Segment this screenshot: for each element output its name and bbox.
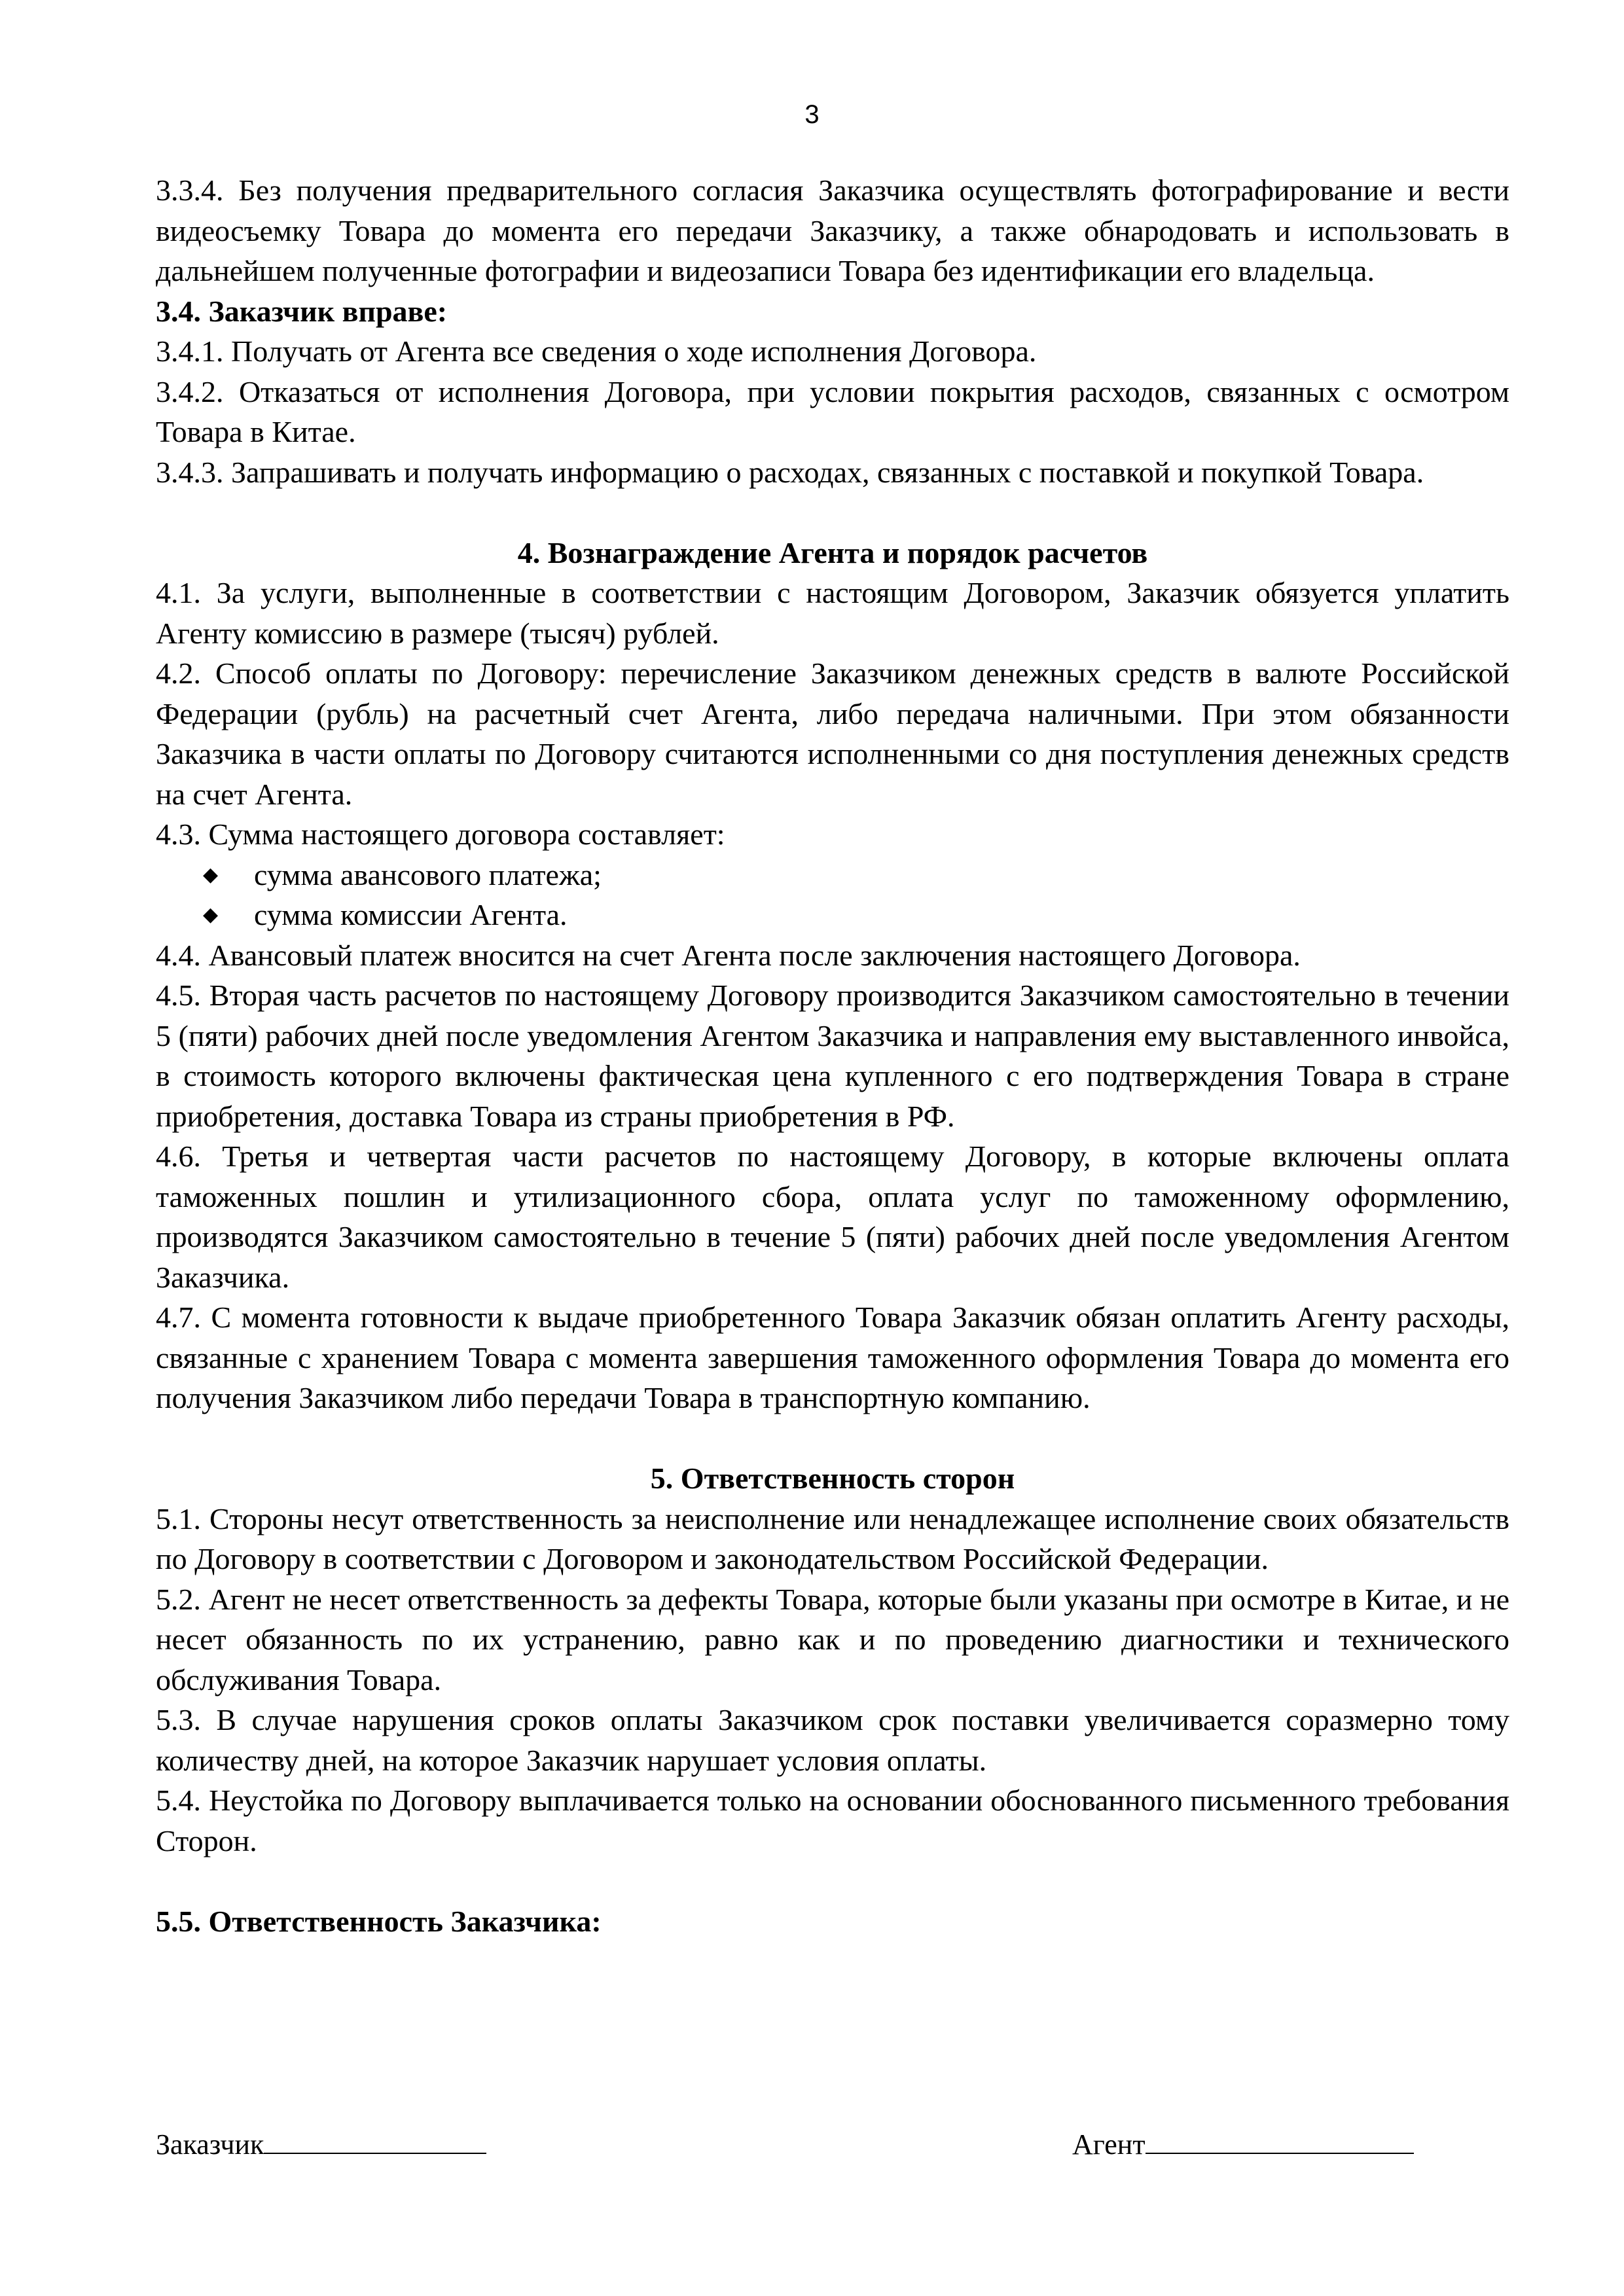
agent-signature-label: Агент [1072,2128,1146,2161]
clause-4-6: 4.6. Третья и четвертая части расчетов по настоящему Договору, в которые включены оплата таможенных пошлин и утилизационного сбора, оплата услуг по таможенному оформлению, производятся Заказчиком самостоятельно в течение 5 (пяти) рабочих дней после уведомления Агентом Заказчика. [156,1139,1509,1294]
bullet-item-text: сумма авансового платежа; [254,857,602,891]
clause-3-3-4: 3.3.4. Без получения предварительного согласия Заказчика осуществлять фотографирование и вести видеосъемку Товара до момента его передачи Заказчику, а также обнародовать и использовать в дальнейшем полученные фотографии и видеозаписи Товара без идентификации его владельца. [156,173,1509,287]
spacer [156,1861,1509,1901]
clause-3-4-2: 3.4.2. Отказаться от исполнения Договора, при условии покрытия расходов, связанных с осмотром Товара в Китае. [156,374,1509,448]
section-4-title: 4. Вознаграждение Агента и порядок расчетов [517,535,1148,569]
clause-5-4: 5.4. Неустойка по Договору выплачивается только на основании обоснованного письменного требования Сторон. [156,1784,1509,1857]
clause-3-4-heading: 3.4. Заказчик вправе: [156,294,448,328]
clause-4-5: 4.5. Вторая часть расчетов по настоящему Договору производится Заказчиком самостоятельно в течении 5 (пяти) рабочих дней после уведомления Агентом Заказчика и направления ему выставленного инвойса, в стоимость которого включены фактическая цена купленного с его подтверждения Товара в стране приобретения, доставка Товара из страны приобретения в РФ. [156,978,1509,1133]
clause-4-4: 4.4. Авансовый платеж вносится на счет Агента после заключения настоящего Договора. [156,938,1301,972]
bullet-item-commission [156,895,1509,935]
clause-3-4-1: 3.4.1. Получать от Агента все сведения о ходе исполнения Договора. [156,334,1037,368]
clause-4-7: 4.7. С момента готовности к выдаче приобретенного Товара Заказчик обязан оплатить Агенту расходы, связанные с хранением Товара с момента завершения таможенного оформления Товара до момента его получения Заказчиком либо передачи Товара в транспортную компанию. [156,1300,1509,1414]
customer-signature-line [264,2124,486,2154]
clause-5-1: 5.1. Стороны несут ответственность за неисполнение или ненадлежащее исполнение своих обязательств по Договору в соответствии с Договором и законодательством Российской Федерации. [156,1501,1509,1575]
clause-4-1: 4.1. За услуги, выполненные в соответствии с настоящим Договором, Заказчик обязуется уплатить Агенту комиссию в размере (тысяч) рублей. [156,576,1509,650]
spacer [156,1418,1509,1459]
bullet-item-text: сумма комиссии Агента. [254,898,568,931]
agent-signature [1072,2124,1414,2164]
customer-signature [156,2124,486,2164]
clause-4-3: 4.3. Сумма настоящего договора составляет: [156,817,725,851]
diamond-bullet-icon: ◆ [203,904,219,925]
page-number: 3 [804,100,820,129]
bullet-item-advance [156,855,1509,895]
spacer [156,492,1509,533]
clause-3-4-3: 3.4.3. Запрашивать и получать информацию о расходах, связанных с поставкой и покупкой Товара. [156,455,1424,489]
section-5-title: 5. Ответственность сторон [650,1462,1015,1495]
agent-signature-line [1146,2124,1414,2154]
diamond-bullet-icon: ◆ [203,863,219,886]
clause-4-2: 4.2. Способ оплаты по Договору: перечисление Заказчиком денежных средств в валюте Российской Федерации (рубль) на расчетный счет Агента, либо передача наличными. При этом обязанности Заказчика в части оплаты по Договору считаются исполненными со дня поступления денежных средств на счет Агента. [156,656,1509,811]
clause-5-3: 5.3. В случае нарушения сроков оплаты Заказчиком срок поставки увеличивается соразмерно тому количеству дней, на которое Заказчик нарушает условия оплаты. [156,1703,1509,1777]
clause-5-2: 5.2. Агент не несет ответственность за дефекты Товара, которые были указаны при осмотре в Китае, и не несет обязанность по их устранению, равно как и по проведению диагностики и технического обслуживания Товара. [156,1582,1509,1696]
document-body [156,170,1509,1941]
customer-signature-label: Заказчик [156,2128,264,2161]
clause-5-5-heading: 5.5. Ответственность Заказчика: [156,1904,602,1938]
